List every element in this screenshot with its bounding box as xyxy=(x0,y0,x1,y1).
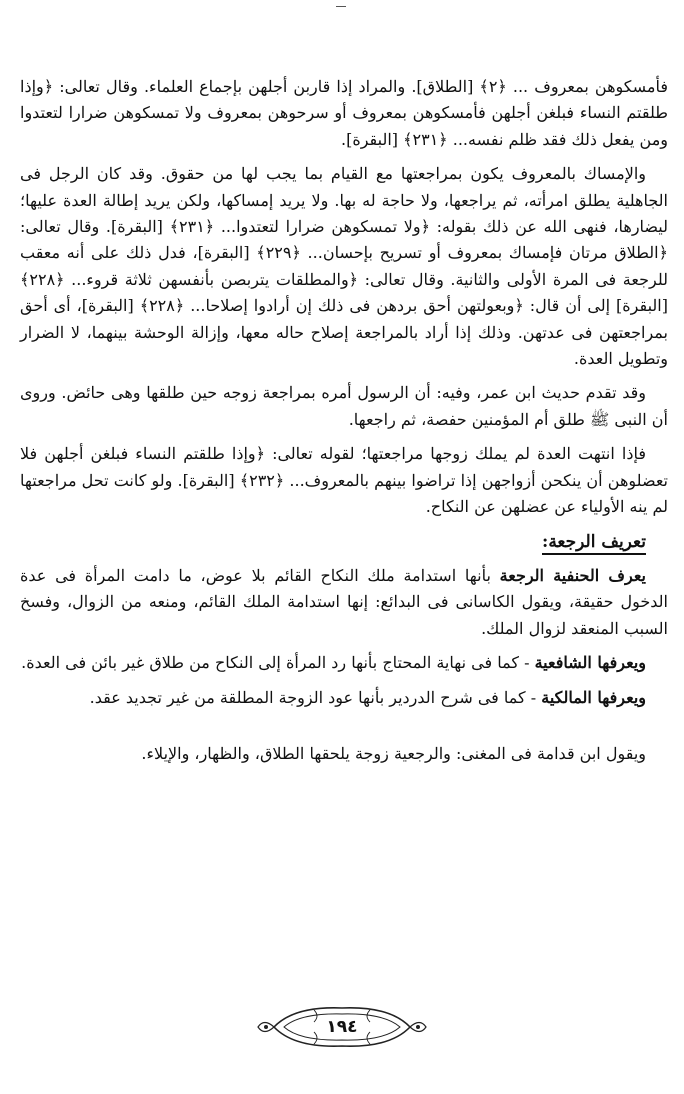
definition-text: - كما فى نهاية المحتاج بأنها رد المرأة إلى النكاح من طلاق غير بائن فى العدة. xyxy=(21,653,535,673)
closing-paragraph: ويقول ابن قدامة فى المغنى: والرجعية زوجة يلحقها الطلاق، والظهار، والإيلاء. xyxy=(141,743,646,763)
section-title-text: تعريف الرجعة: xyxy=(542,532,646,555)
top-mark xyxy=(336,6,346,12)
definition-hanafi xyxy=(20,563,668,642)
definition-text: - كما فى شرح الدردير بأنها عود الزوجة المطلقة من غير تجديد عقد. xyxy=(89,687,542,707)
definition-shafii xyxy=(20,650,668,676)
paragraph-2: والإمساك بالمعروف يكون بمراجعتها مع القيام بما يجب لها من حقوق. وقد كان الرجل فى الجاهلية يطلق امرأته، ثم يراجعها، ولا حاجة له بها. ولا يريد إمساكها، ولكن يريد إطالة العدة عليها؛ ليضارها، فنهى الله عن ذلك بقوله: ﴿ولا تمسكوهن ضرارا لتعتدوا... ﴿٢٣١﴾ [البقرة]. وقال تعالى: ﴿الطلاق مرتان فإمساك بمعروف أو تسريح بإحسان... ﴿٢٢٩﴾ [البقرة]، فدل ذلك على أنه معقب للرجعة فى المرة الأولى والثانية. وقال تعالى: ﴿والمطلقات يتربصن بأنفسهن ثلاثة قروء... ﴿٢٢٨﴾ [البقرة] إلى أن قال: ﴿وبعولتهن أحق بردهن فى ذلك إن أرادوا إصلاحا... ﴿٢٢٨﴾ [البقرة]، أى أحق بمراجعتهن فى عدتهن. وذلك إذا أراد بالمراجعة إصلاح حاله معها، وإزالة الوحشة بينهما، لا الضرار وتطويل العدة. xyxy=(20,164,668,369)
definition-term: ويعرفها المالكية xyxy=(541,687,646,707)
page-number: ١٩٤ xyxy=(326,1017,358,1037)
section-title xyxy=(20,529,668,555)
body-text xyxy=(20,74,668,775)
paragraph-3: وقد تقدم حديث ابن عمر، وفيه: أن الرسول أمره بمراجعة زوجه حين طلقها وهى حائض. وروى أن النبى ﷺ طلق أم المؤمنين حفصة، ثم راجعها. xyxy=(20,383,668,429)
paragraph-4: فإذا انتهت العدة لم يملك زوجها مراجعتها؛ لقوله تعالى: ﴿وإذا طلقتم النساء فبلغن أجلهن فلا تعضلوهن أن ينكحن أزواجهن إذا تراضوا بينهم بالمعروف... ﴿٢٣٢﴾ [البقرة]. ولو كانت تحل مراجعتها لم ينه الأولياء عن عضلهن عن النكاح. xyxy=(20,444,669,517)
page-number-block xyxy=(254,1004,430,1050)
definition-term: ويعرفها الشافعية xyxy=(534,653,646,673)
definition-text: بأنها استدامة ملك النكاح القائم بلا عوض، ما دامت المرأة فى عدة الدخول حقيقة، ويقول الكاسانى فى البدائع: إنها استدامة الملك القائم، ومنعه من الزوال، وفسخ السبب المنعقد لزوال الملك. xyxy=(20,565,668,638)
definition-maliki xyxy=(20,685,668,711)
definition-term: يعرف الحنفية الرجعة xyxy=(499,565,646,585)
paragraph-1: فأمسكوهن بمعروف ... ﴿٢﴾ [الطلاق]. والمراد إذا قاربن أجلهن بإجماع العلماء. وقال تعالى: ﴿وإذا طلقتم النساء فبلغن أجلهن فأمسكوهن بمعروف أو سرحوهن بمعروف ولا تمسكوهن ضرارا لتعتدوا ومن يفعل ذلك فقد ظلم نفسه... ﴿٢٣١﴾ [البقرة]. xyxy=(20,77,669,149)
